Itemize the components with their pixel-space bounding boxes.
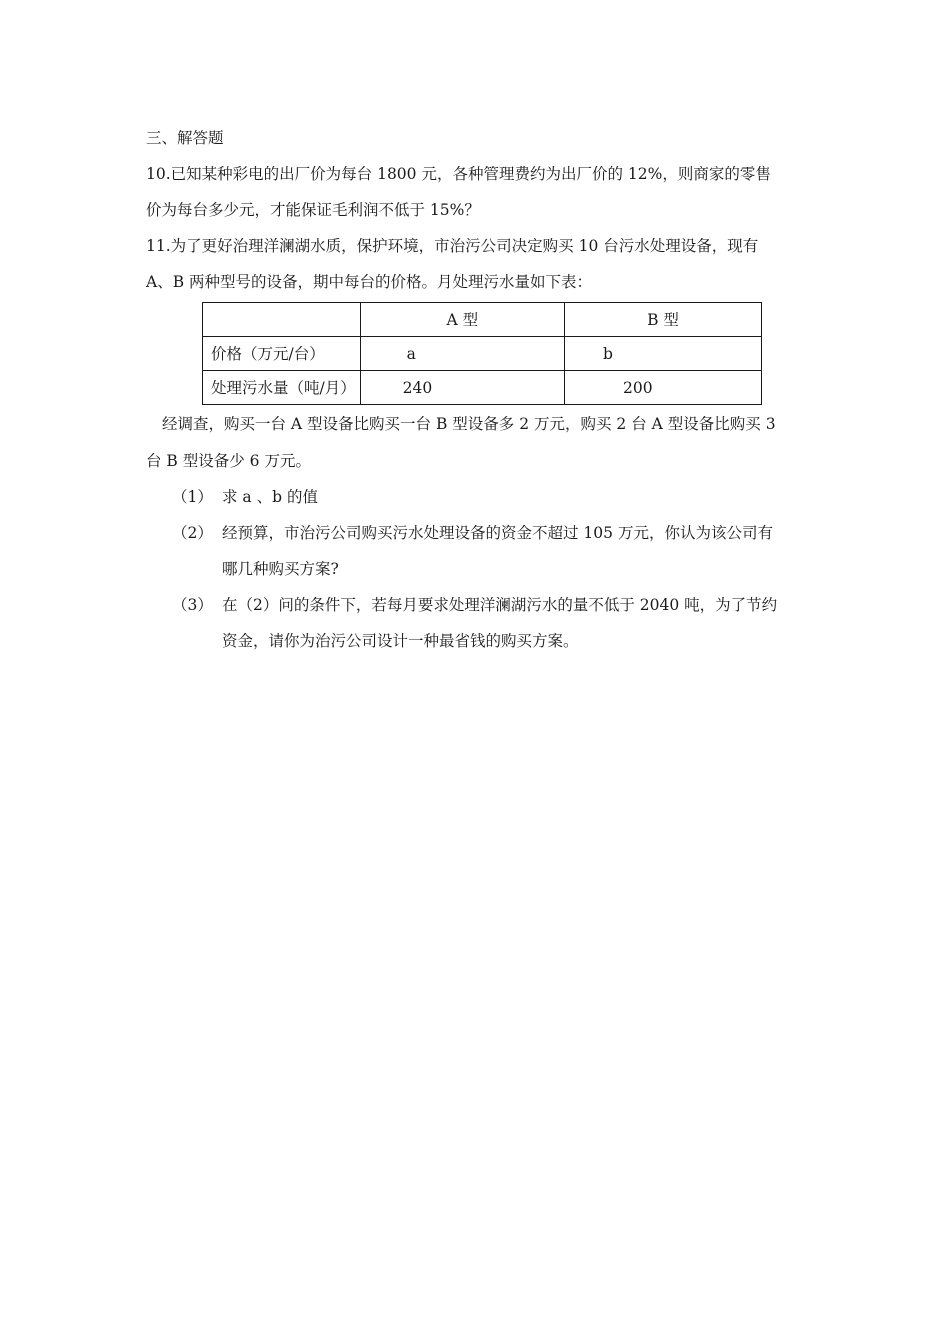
table-header-empty	[203, 303, 361, 337]
survey-line-2: 台 B 型设备少 6 万元。	[146, 452, 311, 470]
subquestion-2-text-line-1: 经预算，市治污公司购买污水处理设备的资金不超过 105 万元，你认为该公司有	[222, 524, 773, 542]
question-11-line-2: A、B 两种型号的设备，期中每台的价格。月处理污水量如下表：	[146, 273, 593, 291]
table-header-row	[203, 303, 762, 337]
subquestion-2-number: （2）	[172, 524, 213, 542]
subquestion-2-text-line-2: 哪几种购买方案?	[222, 560, 339, 578]
section-title: 三、解答题	[146, 129, 224, 147]
subquestion-1-text: 求 a 、b 的值	[222, 488, 318, 506]
table-cell-a: a	[360, 337, 564, 371]
table-row	[203, 371, 762, 405]
subquestion-3-text-line-1: 在（2）问的条件下，若每月要求处理洋澜湖污水的量不低于 2040 吨，为了节约	[222, 596, 778, 614]
table-cell-b: b	[565, 337, 762, 371]
table-cell-a: 240	[360, 371, 564, 405]
subquestion-3-number: （3）	[172, 596, 213, 614]
table-header-type-b: B 型	[565, 303, 762, 337]
equipment-table	[202, 302, 762, 405]
question-11-line-1: 11.为了更好治理洋澜湖水质，保护环境，市治污公司决定购买 10 台污水处理设备，现有	[146, 237, 759, 255]
subquestion-3-text-line-2: 资金，请你为治污公司设计一种最省钱的购买方案。	[222, 632, 579, 650]
table-row-label: 价格（万元/台）	[203, 337, 361, 371]
table-cell-b: 200	[565, 371, 762, 405]
subquestion-1-number: （1）	[172, 488, 213, 506]
question-10-line-1: 10.已知某种彩电的出厂价为每台 1800 元，各种管理费约为出厂价的 12%，则商家的零售	[146, 165, 771, 183]
question-10-line-2: 价为每台多少元，才能保证毛利润不低于 15%？	[146, 201, 480, 219]
survey-line-1: 经调查，购买一台 A 型设备比购买一台 B 型设备多 2 万元，购买 2 台 A 型设备比购买 3	[162, 415, 776, 433]
table-row	[203, 337, 762, 371]
table-row-label: 处理污水量（吨/月）	[203, 371, 361, 405]
table-header-type-a: A 型	[360, 303, 564, 337]
